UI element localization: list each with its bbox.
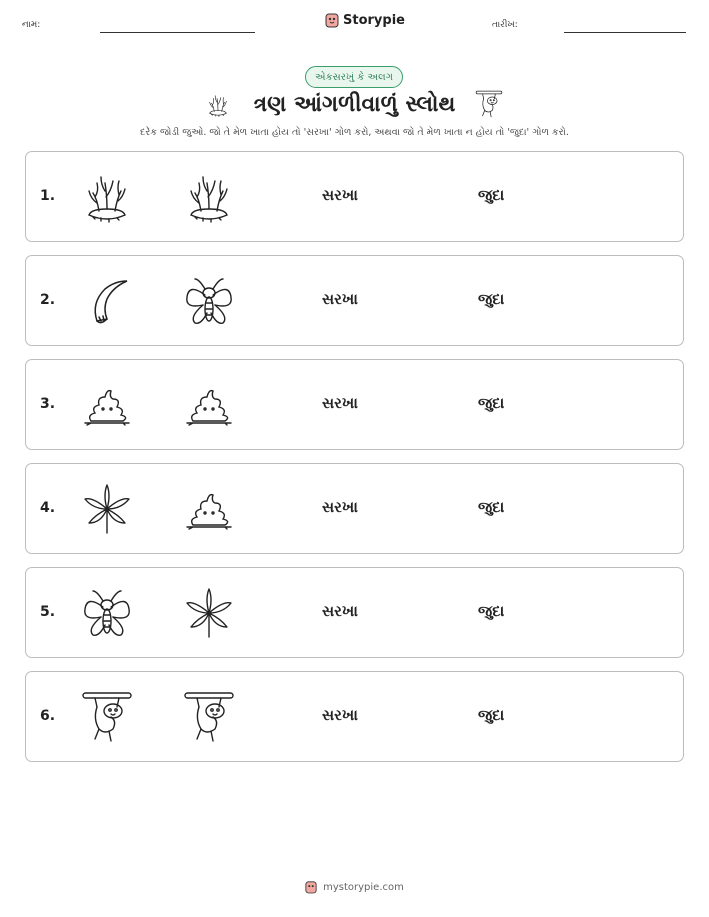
- brand-name: Storypie: [343, 12, 405, 28]
- moth-icon: [79, 585, 135, 641]
- name-line[interactable]: [100, 32, 255, 33]
- coral-icon: [181, 169, 237, 225]
- option-same[interactable]: સરખા: [322, 394, 358, 412]
- question-row: [25, 671, 684, 762]
- date-line[interactable]: [564, 32, 686, 33]
- question-number: 4.: [40, 500, 56, 516]
- option-different[interactable]: જુદા: [478, 602, 505, 620]
- claw-icon: [79, 273, 135, 329]
- option-same[interactable]: સરખા: [322, 186, 358, 204]
- option-different[interactable]: જુદા: [478, 290, 505, 308]
- option-same[interactable]: સરખા: [322, 602, 358, 620]
- dung-icon: [181, 481, 237, 537]
- option-same[interactable]: સરખા: [322, 498, 358, 516]
- date-label: તારીખ:: [492, 20, 518, 30]
- question-number: 2.: [40, 292, 56, 308]
- option-different[interactable]: જુદા: [478, 498, 505, 516]
- question-row: [25, 255, 684, 346]
- option-same[interactable]: સરખા: [322, 706, 358, 724]
- sloth-icon: [181, 689, 237, 745]
- storypie-mascot-icon: [305, 880, 317, 894]
- option-different[interactable]: જુદા: [478, 186, 505, 204]
- option-different[interactable]: જુદા: [478, 394, 505, 412]
- storypie-mascot-icon: [325, 12, 339, 28]
- option-different[interactable]: જુદા: [478, 706, 505, 724]
- question-row: [25, 151, 684, 242]
- dung-icon: [79, 377, 135, 433]
- brand-logo: [325, 12, 405, 28]
- name-label: નામ:: [22, 20, 41, 30]
- page-title: ત્રણ આંગળીવાળું સ્લોથ: [253, 92, 456, 117]
- footer: [0, 880, 709, 894]
- coral-icon: [79, 169, 135, 225]
- footer-url: mystorypie.com: [323, 881, 404, 893]
- question-number: 6.: [40, 708, 56, 724]
- dung-icon: [181, 377, 237, 433]
- leaf-icon: [181, 585, 237, 641]
- question-number: 3.: [40, 396, 56, 412]
- question-number: 1.: [40, 188, 56, 204]
- instructions: દરેક જોડી જુઓ. જો તે મેળ ખાતા હોય તો 'સરખા' ગોળ કરો, અથવા જો તે મેળ ખાતા ન હોય તો 'જુદા' ગોળ કરો.: [140, 127, 569, 138]
- worksheet-type-badge: એકસરખું કે અલગ: [305, 66, 403, 88]
- sloth-icon: [79, 689, 135, 745]
- question-row: [25, 567, 684, 658]
- option-same[interactable]: સરખા: [322, 290, 358, 308]
- moth-icon: [181, 273, 237, 329]
- question-row: [25, 463, 684, 554]
- question-row: [25, 359, 684, 450]
- question-number: 5.: [40, 604, 56, 620]
- sloth-icon: [474, 88, 504, 124]
- leaf-icon: [79, 481, 135, 537]
